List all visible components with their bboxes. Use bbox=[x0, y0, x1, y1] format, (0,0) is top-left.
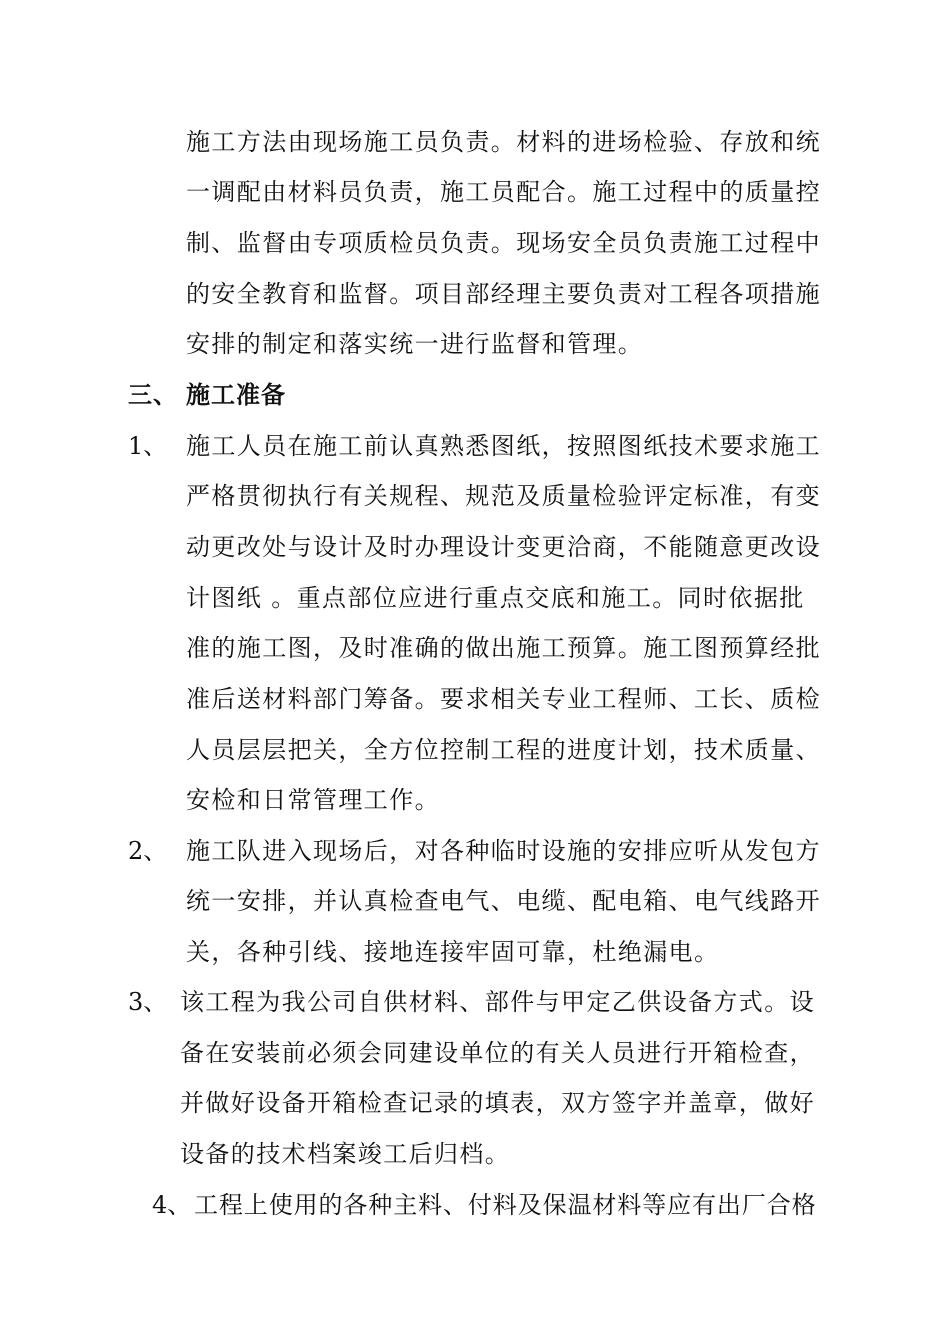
intro-line: 安排的制定和落实统一进行监督和管理。 bbox=[186, 330, 644, 358]
list-item-line: 严格贯彻执行有关规程、规范及质量检验评定标准，有变 bbox=[186, 482, 821, 510]
list-item-line: 人员层层把关，全方位控制工程的进度计划，技术质量、 bbox=[186, 736, 821, 764]
list-item-number: 4、 bbox=[152, 1191, 192, 1219]
section-number: 三、 bbox=[128, 380, 178, 409]
list-item-line: 备在安装前必须会同建设单位的有关人员进行开箱检查， bbox=[180, 1039, 815, 1067]
list-item-line: 安检和日常管理工作。 bbox=[186, 786, 440, 814]
list-item-line: 计图纸 。重点部位应进行重点交底和施工。同时依据批 bbox=[186, 584, 805, 612]
list-item-line: 统一安排，并认真检查电气、电缆、配电箱、电气线路开 bbox=[186, 887, 821, 915]
list-item-line: 设备的技术档案竣工后归档。 bbox=[180, 1140, 511, 1168]
list-item-number: 3、 bbox=[128, 988, 168, 1016]
list-item-line: 施工队进入现场后，对各种临时设施的安排应听从发包方 bbox=[186, 837, 821, 865]
section-title: 施工准备 bbox=[186, 380, 286, 409]
list-item-line: 施工人员在施工前认真熟悉图纸，按照图纸技术要求施工 bbox=[186, 432, 821, 460]
list-item-line: 准后送材料部门筹备。要求相关专业工程师、工长、质检 bbox=[186, 685, 821, 713]
intro-line: 的安全教育和监督。项目部经理主要负责对工程各项措施 bbox=[186, 280, 821, 308]
list-item-line: 准的施工图，及时准确的做出施工预算。施工图预算经批 bbox=[186, 634, 821, 662]
intro-line: 施工方法由现场施工员负责。材料的进场检验、存放和统 bbox=[186, 128, 821, 156]
intro-line: 制、监督由专项质检员负责。现场安全员负责施工过程中 bbox=[186, 229, 821, 257]
list-item-line: 工程上使用的各种主料、付料及保温材料等应有出厂合格 bbox=[194, 1191, 817, 1219]
list-item-number: 1、 bbox=[128, 432, 168, 460]
list-item-number: 2、 bbox=[128, 837, 168, 865]
intro-line: 一调配由材料员负责，施工员配合。施工过程中的质量控 bbox=[186, 178, 821, 206]
list-item-line: 动更改处与设计及时办理设计变更洽商，不能随意更改设 bbox=[186, 533, 821, 561]
list-item-line: 并做好设备开箱检查记录的填表，双方签字并盖章，做好 bbox=[180, 1089, 815, 1117]
list-item-line: 关，各种引线、接地连接牢固可靠，杜绝漏电。 bbox=[186, 938, 720, 966]
list-item-line: 该工程为我公司自供材料、部件与甲定乙供设备方式。设 bbox=[180, 988, 815, 1016]
